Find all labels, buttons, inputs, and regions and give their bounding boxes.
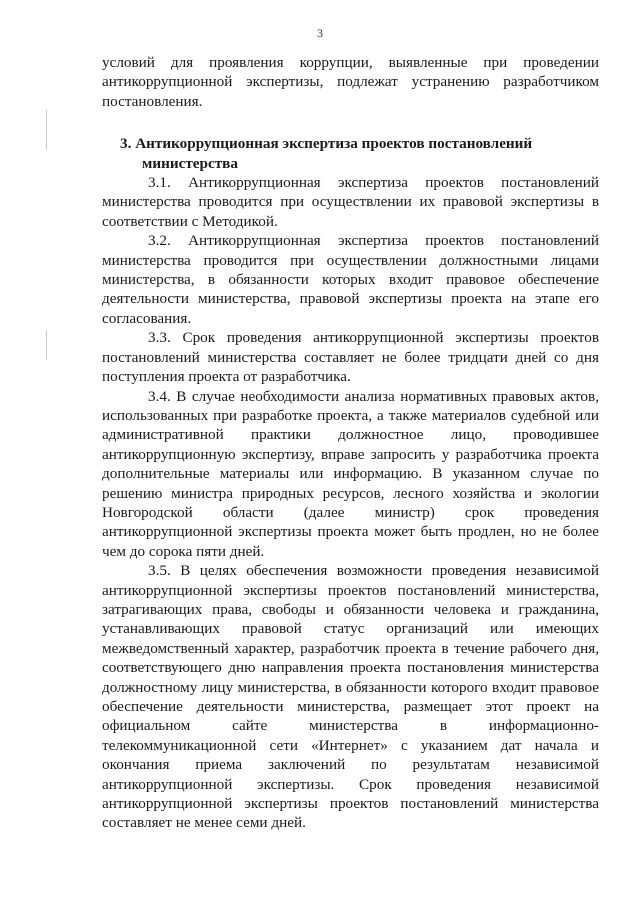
paragraph-3-5: 3.5. В целях обеспечения возможности проведения независимой антикоррупционной экспертизы проектов постановлений министерства, затрагивающих права, свободы и обязанности человека и гражданина, устанавливающих правовой статус организаций или имеющих межведомственный характер, разработчик проекта в течение рабочего дня, соответствующего дню направления проекта постановления министерства должностному лицу министерства, в обязанности которого входит правовое обеспечение деятельности министерства, размещает этот проект на официальном сайте министерства в информационно-телекоммуникационной сети «Интернет» с указанием дат начала и окончания приема заключений по результатам независимой антикоррупционной экспертизы. Срок проведения независимой антикоррупционной экспертизы проектов постановлений министерства составляет не менее семи дней. xyxy=(102,562,599,832)
continuation-paragraph: условий для проявления коррупции, выявленные при проведении антикоррупционной экспертизы, подлежат устранению разработчиком постановления. xyxy=(102,54,599,110)
paragraph-3-2: 3.2. Антикоррупционная экспертиза проектов постановлений министерства проводится при осуществлении должностными лицами министерства, в обязанности которых входит правовое обеспечение деятельности министерства, правовой экспертизы проекта на этапе его согласования. xyxy=(102,232,599,327)
section-heading: 3. Антикоррупционная экспертиза проектов постановлений министерства xyxy=(120,135,533,172)
paragraph-3-3: 3.3. Срок проведения антикоррупционной экспертизы проектов постановлений министерства составляет не более тридцати дней со дня поступления проекта от разработчика. xyxy=(102,329,599,386)
margin-scan-line xyxy=(46,330,47,360)
margin-scan-line xyxy=(46,110,47,150)
document-body xyxy=(102,53,599,833)
page-number: 3 xyxy=(317,26,323,40)
paragraph-3-4: 3.4. В случае необходимости анализа нормативных правовых актов, использованных при разработке проекта, а также материалов судебной или административной практики должностное лицо, проводившее антикоррупционную экспертизу, вправе запросить у разработчика проекта дополнительные материалы или информацию. В указанном случае по решению министра природных ресурсов, лесного хозяйства и экологии Новгородской области (далее министр) срок проведения антикоррупционной экспертизы проекта может быть продлен, но не более чем до сорока пяти дней. xyxy=(102,387,599,560)
paragraph-3-1: 3.1. Антикоррупционная экспертиза проектов постановлений министерства проводится при осуществлении их правовой экспертизы в соответствии с Методикой. xyxy=(102,174,599,230)
